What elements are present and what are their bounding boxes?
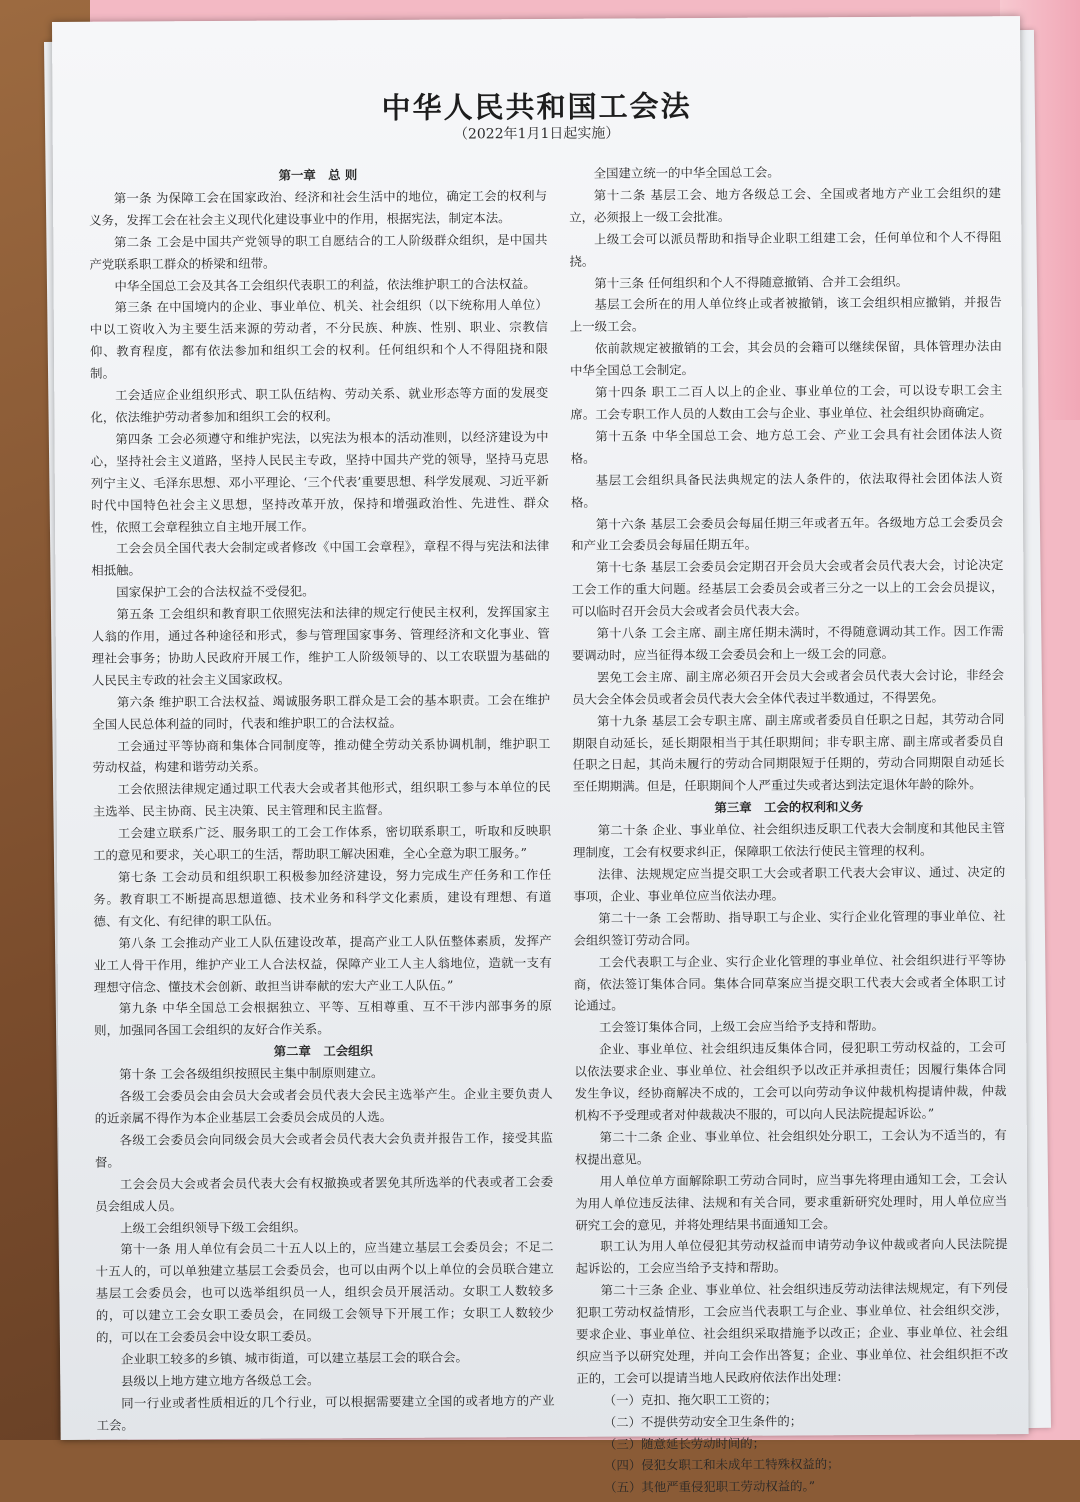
article-paragraph: 第八条 工会推动产业工人队伍建设改革，提高产业工人队伍整体素质，发挥产业工人骨干作用，维护产业工人合法权益，保障产业工人主人翁地位，造就一支有理想守信念、懂技术会创新、敢担当讲奉献的宏大产业工人队伍。” (93, 932, 552, 995)
article-paragraph: 第十七条 基层工会委员会定期召开会员大会或者会员代表大会，讨论决定工会工作的重大问题。经基层工会委员会或者三分之一以上的工会会员提议，可以临时召开会员大会或者会员代表大会。 (571, 557, 1004, 619)
article-paragraph: 第十六条 基层工会委员会每届任期三年或者五年。各级地方总工会委员会和产业工会委员会每届任期五年。 (571, 513, 1004, 554)
article-paragraph: 上级工会可以派员帮助和指导企业职工组建工会，任何单位和个人不得阻挠。 (569, 228, 1002, 269)
article-paragraph: 县级以上地方建立地方各级总工会。 (121, 1372, 320, 1389)
article-paragraph: 第二十二条 企业、事业单位、社会组织处分职工，工会认为不适当的，有权提出意见。 (574, 1127, 1007, 1167)
article-paragraph: 企业职工较多的乡镇、城市街道，可以建立基层工会的联合会。 (120, 1349, 468, 1367)
article-paragraph: 第十条 工会各级组织按照民主集中制原则建立。 (119, 1065, 384, 1082)
article-paragraph: 同一行业或者性质相近的几个行业，可以根据需要建立全国的或者地方的产业工会。 (96, 1392, 555, 1433)
article-paragraph: 上级工会组织领导下级工会组织。 (120, 1218, 307, 1236)
article-paragraph: 第十三条 任何组织和个人不得随意撤销、合并工会组织。 (594, 273, 909, 291)
article-paragraph: 工会代表职工与企业、实行企业化管理的事业单位、社会组织进行平等协商，依法签订集体合同。集体合同草案应当提交职工代表大会或者全体职工讨论通过。 (573, 951, 1006, 1014)
list-item: （四）侵犯女职工和未成年工特殊权益的； (604, 1456, 840, 1474)
article-paragraph: 第二十条 企业、事业单位、社会组织违反职工代表大会制度和其他民主管理制度，工会有权要求纠正，保障职工依法行使民主管理的权利。 (573, 820, 1005, 860)
document-title: 中华人民共和国工会法 (381, 89, 692, 125)
article-paragraph: 第九条 中华全国总工会根据独立、平等、互相尊重、互不干涉内部事务的原则，加强同各国工会组织的友好合作关系。 (94, 998, 553, 1039)
article-paragraph: 基层工会所在的用人单位终止或者被撤销，该工会组织相应撤销，并报告上一级工会。 (569, 294, 1002, 335)
list-item: （一）克扣、拖欠职工工资的； (603, 1391, 778, 1408)
left-text-column (89, 163, 555, 1436)
article-paragraph: 工会适应企业组织形式、职工队伍结构、劳动关系、就业形态等方面的发展变化，依法维护劳动者参加和组织工会的权利。 (90, 385, 549, 425)
chapter-heading: 第一章 总 则 (278, 167, 358, 183)
article-paragraph: 第六条 维护职工合法权益、竭诚服务职工群众是工会的基本职责。工会在维护全国人民总体利益的同时，代表和维护职工的合法权益。 (92, 691, 551, 732)
article-paragraph: 第四条 工会必须遵守和维护宪法，以宪法为根本的活动准则，以经济建设为中心，坚持社会主义道路，坚持人民民主专政，坚持中国共产党的领导，坚持马克思列宁主义、毛泽东思想、邓小平理论、‘三个代表’重要思想、科学发展观、习近平新时代中国特色社会主义思想，坚持改革开放，保持和增强政治性、先进性、群众性，依照工会章程独立自主地开展工作。 (90, 428, 549, 535)
article-paragraph: 中华全国总工会及其各工会组织代表职工的利益，依法维护职工的合法权益。 (114, 275, 536, 294)
article-paragraph: 法律、法规规定应当提交职工大会或者职工代表大会审议、通过、决定的事项，企业、事业单位应当依法办理。 (573, 864, 1006, 904)
article-paragraph: 国家保护工会的合法权益不受侵犯。 (116, 583, 315, 600)
article-paragraph: 工会通过平等协商和集体合同制度等，推动健全劳动关系协调机制，维护职工劳动权益，构建和谐劳动关系。 (92, 735, 551, 776)
article-paragraph: 依前款规定被撤销的工会，其会员的会籍可以继续保留，具体管理办法由中华全国总工会制定。 (570, 338, 1003, 378)
article-paragraph: 工会会员全国代表大会制定或者修改《中国工会章程》，章程不得与宪法和法律相抵触。 (91, 538, 550, 579)
article-paragraph: 第二十一条 工会帮助、指导职工与企业、实行企业化管理的事业单位、社会组织签订劳动合同。 (573, 908, 1006, 948)
article-paragraph: 工会依照法律规定通过职工代表大会或者其他形式，组织职工参与本单位的民主选举、民主协商、民主决策、民主管理和民主监督。 (92, 779, 551, 820)
list-item: （五）其他严重侵犯职工劳动权益的。” (604, 1478, 816, 1496)
article-paragraph: 第十九条 基层工会专职主席、副主席或者委员自任职之日起，其劳动合同期限自动延长，延长期限相当于其任职期间；非专职主席、副主席或者委员自任职之日起，其尚未履行的劳动合同期限短于任期的，劳动合同期限自动延长至任期期满。但是，任职期间个人严重过失或者达到法定退休年龄的除外。 (572, 710, 1005, 795)
article-paragraph: 第五条 工会组织和教育职工依照宪法和法律的规定行使民主权利，发挥国家主人翁的作用，通过各种途径和形式，参与管理国家事务、管理经济和文化事业、管理社会事务；协助人民政府开展工作，维护工人阶级领导的、以工农联盟为基础的人民民主专政的社会主义国家政权。 (91, 604, 550, 688)
list-item: （二）不提供劳动安全卫生条件的； (603, 1413, 803, 1430)
article-paragraph: 第三条 在中国境内的企业、事业单位、机关、社会组织（以下统称用人单位）中以工资收入为主要生活来源的劳动者，不分民族、种族、性别、职业、宗教信仰、教育程度，都有依法参加和组织工会的权利。任何组织和个人不得阻挠和限制。 (89, 297, 549, 381)
article-paragraph: 第七条 工会动员和组织职工积极参加经济建设，努力完成生产任务和工作任务。教育职工不断提高思想道德、技术业务和科学文化素质，建设有理想、有道德、有文化、有纪律的职工队伍。 (93, 866, 552, 929)
document-subtitle: （2022年1月1日起实施） (453, 125, 620, 143)
right-text-column (569, 160, 1009, 1499)
article-paragraph: 用人单位单方面解除职工劳动合同时，应当事先将理由通知工会，工会认为用人单位违反法律、法规和有关合同，要求重新研究处理时，用人单位应当研究工会的意见，并将处理结果书面通知工会。 (575, 1170, 1008, 1233)
article-paragraph: 第十四条 职工二百人以上的企业、事业单位的工会，可以设专职工会主席。工会专职工作人员的人数由工会与企业、事业单位、社会组织协商确定。 (570, 382, 1003, 422)
article-paragraph: 第十八条 工会主席、副主席任期未满时，不得随意调动其工作。因工作需要调动时，应当征得本级工会委员会和上一级工会的同意。 (571, 623, 1004, 663)
article-paragraph: 第二十三条 企业、事业单位、社会组织违反劳动法律法规规定，有下列侵犯职工劳动权益情形，工会应当代表职工与企业、事业单位、社会组织交涉，要求企业、事业单位、社会组织采取措施予以改正；企业、事业单位、社会组织应当予以研究处理，并向工会作出答复；企业、事业单位、社会组织拒不改正的，工会可以提请当地人民政府依法作出处理： (575, 1280, 1009, 1386)
article-paragraph: 工会建立联系广泛、服务职工的工会工作体系，密切联系职工，听取和反映职工的意见和要求，关心职工的生活，帮助职工解决困难，全心全意为职工服务。” (93, 823, 551, 863)
article-paragraph: 基层工会组织具备民法典规定的法人条件的，依法取得社会团体法人资格。 (570, 469, 1003, 510)
article-paragraph: 第一条 为保障工会在国家政治、经济和社会生活中的地位，确定工会的权利与义务，发挥工会在社会主义现代化建设事业中的作用，根据宪法，制定本法。 (89, 187, 548, 228)
article-paragraph: 各级工会委员会向同级会员大会或者会员代表大会负责并报告工作，接受其监督。 (94, 1129, 553, 1170)
document-page (52, 16, 1029, 1496)
article-paragraph: 全国建立统一的中华全国总工会。 (593, 164, 780, 181)
article-paragraph: 工会签订集体合同，上级工会应当给予支持和帮助。 (598, 1018, 884, 1036)
article-paragraph: 罢免工会主席、副主席必须召开会员大会或者会员代表大会讨论，非经会员大会全体会员或者会员代表大会全体代表过半数通过，不得罢免。 (572, 667, 1005, 707)
article-paragraph: 企业、事业单位、社会组织违反集体合同，侵犯职工劳动权益的，工会可以依法要求企业、事业单位、社会组织予以改正并承担责任；因履行集体合同发生争议，经协商解决不成的，工会可以向劳动争议仲裁机构提请仲裁，仲裁机构不予受理或者对仲裁裁决不服的，可以向人民法院提起诉讼。” (574, 1039, 1007, 1123)
chapter-heading: 第三章 工会的权利和义务 (714, 799, 864, 816)
article-paragraph: 职工认为用人单位侵犯其劳动权益而申请劳动争议仲裁或者向人民法院提起诉讼的，工会应当给予支持和帮助。 (575, 1236, 1008, 1277)
chapter-heading: 第二章 工会组织 (273, 1043, 373, 1059)
article-paragraph: 第十二条 基层工会、地方各级总工会、全国或者地方产业工会组织的建立，必须报上一级工会批准。 (569, 185, 1002, 225)
article-paragraph: 第十五条 中华全国总工会、地方总工会、产业工会具有社会团体法人资格。 (570, 426, 1003, 466)
list-item: （三）随意延长劳动时间的； (603, 1435, 766, 1452)
article-paragraph: 第十一条 用人单位有会员二十五人以上的，应当建立基层工会委员会；不足二十五人的，可以单独建立基层工会委员会，也可以由两个以上单位的会员联合建立基层工会委员会，也可以选举组织员一人，组织会员开展活动。女职工人数较多的，可以建立工会女职工委员会，在同级工会领导下开展工作；女职工人数较少的，可以在工会委员会中设女职工委员。 (95, 1239, 554, 1345)
article-paragraph: 各级工会委员会由会员大会或者会员代表大会民主选举产生。企业主要负责人的近亲属不得作为本企业基层工会委员会成员的人选。 (94, 1086, 553, 1126)
article-paragraph: 第二条 工会是中国共产党领导的职工自愿结合的工人阶级群众组织，是中国共产党联系职工群众的桥梁和纽带。 (89, 231, 548, 272)
article-paragraph: 工会会员大会或者会员代表大会有权撤换或者罢免其所选举的代表或者工会委员会组成人员。 (95, 1173, 554, 1214)
